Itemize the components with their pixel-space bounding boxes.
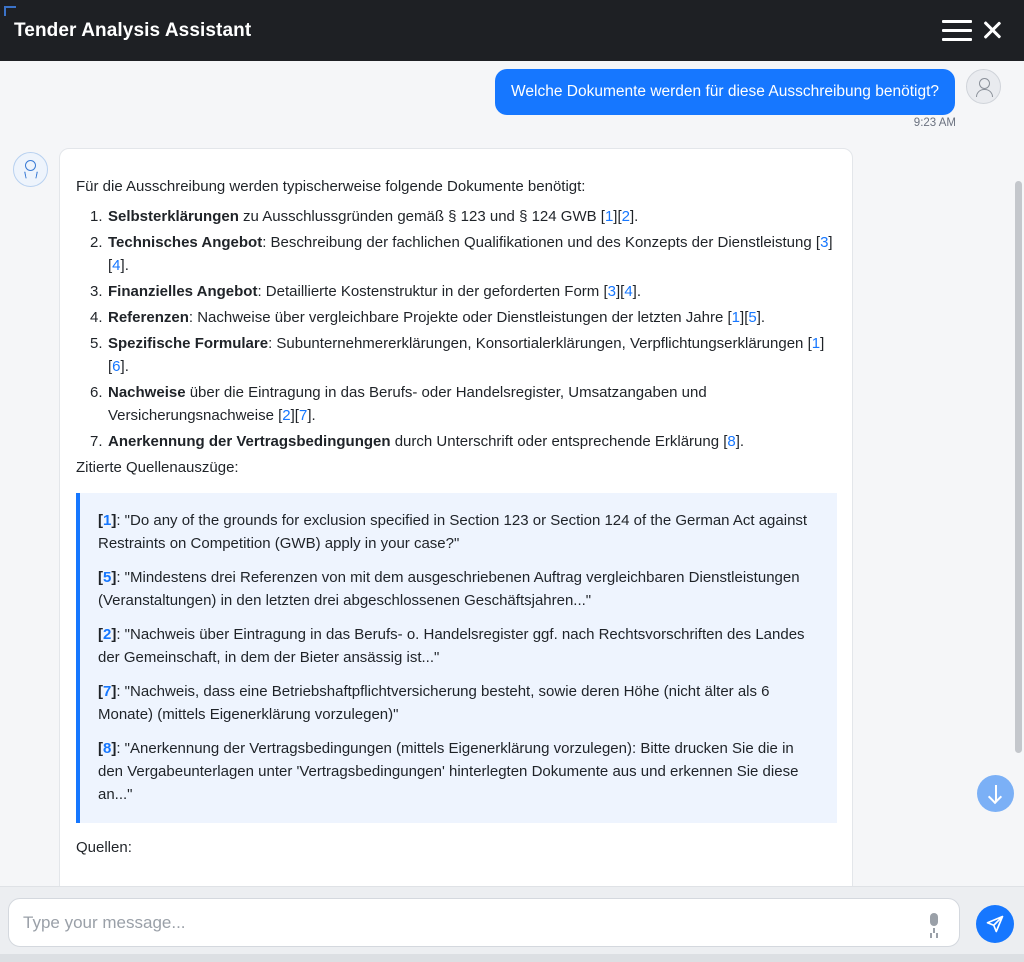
list-item-number: 3. <box>90 283 103 300</box>
list-item-text: : Subunternehmererklärungen, Konsortialerklärungen, Verpflichtungserklärungen <box>268 335 808 352</box>
list-item-title: Anerkennung der Vertragsbedingungen <box>108 433 391 450</box>
quote-text: : "Nachweis über Eintragung in das Berufs- o. Handelsregister ggf. nach Rechtsvorschriften des Landes der Gemeinschaft, in dem der Bieter ansässig ist..." <box>98 626 805 666</box>
citation-link[interactable]: 2 <box>621 208 630 225</box>
quote-text: : "Anerkennung der Vertragsbedingungen (mittels Eigenerklärung vorzulegen): Bitte drucken Sie die in den Vergabeunterlagen unter 'Vertragsbedingungen' hinterlegten Dokumente aus und erkennen Sie diese an..." <box>98 740 799 803</box>
assistant-intro: Für die Ausschreibung werden typischerweise folgende Dokumente benötigt: <box>76 178 586 195</box>
citation-link[interactable]: 6 <box>112 358 121 375</box>
list-item-number: 6. <box>90 384 103 401</box>
send-button[interactable] <box>976 905 1014 943</box>
message-input[interactable] <box>23 913 903 933</box>
assistant-message-card <box>59 148 853 886</box>
corner-mark <box>4 6 16 16</box>
citation-link[interactable]: 2 <box>103 626 112 643</box>
citation-link[interactable]: 7 <box>298 407 308 424</box>
list-item-end: . <box>636 283 641 300</box>
list-item-number: 1. <box>90 208 103 225</box>
list-item-number: 2. <box>90 234 103 251</box>
list-item-end: . <box>760 309 766 326</box>
quote-item <box>98 623 819 669</box>
cited-sources-label: Zitierte Quellenauszüge: <box>76 459 239 476</box>
message-input-box <box>8 898 960 947</box>
list-item-end: . <box>124 257 129 274</box>
citation-link[interactable]: 4 <box>624 283 633 300</box>
quote-citation: [1] <box>98 512 117 529</box>
arrow-down-icon[interactable] <box>977 775 1014 812</box>
list-item-text: durch Unterschrift oder entsprechende Erklärung <box>390 433 724 450</box>
citation-link[interactable]: 3 <box>607 283 616 300</box>
quote-citation: [5] <box>98 569 117 586</box>
citation-link[interactable]: 3 <box>820 234 829 251</box>
quote-item <box>98 680 819 726</box>
citation-link[interactable]: 4 <box>112 257 121 274</box>
document-list <box>76 205 836 453</box>
list-item-title: Referenzen <box>108 309 189 326</box>
list-item-number: 7. <box>90 433 103 450</box>
quote-citation: [2] <box>98 626 117 643</box>
user-message-bubble: Welche Dokumente werden für diese Ausschreibung benötigt? <box>495 69 955 115</box>
list-item-end: . <box>124 358 129 375</box>
list-item-text: über die Eintragung in das Berufs- oder Handelsregister, Umsatzangaben und Versicherungsnachweise <box>108 384 707 424</box>
list-item-end: . <box>311 407 316 424</box>
app-title: Tender Analysis Assistant <box>14 19 252 41</box>
citation-link[interactable]: 7 <box>103 683 112 700</box>
list-item: 3. Finanzielles Angebot: Detaillierte Kostenstruktur in der geforderten Form [3][4]. <box>76 280 836 303</box>
list-item-text: : Nachweise über vergleichbare Projekte oder Dienstleistungen der letzten Jahre <box>188 309 728 326</box>
quote-citation: [8] <box>98 740 117 757</box>
bot-avatar-icon <box>13 152 48 187</box>
citation-link[interactable]: 1 <box>604 208 614 225</box>
quote-item <box>98 566 819 612</box>
list-item-text: : Beschreibung der fachlichen Qualifikationen und des Konzepts der Dienstleistung <box>262 234 816 251</box>
list-item-title: Selbsterklärungen <box>108 208 239 225</box>
quote-item <box>98 509 819 555</box>
quote-text: : "Mindestens drei Referenzen von mit dem ausgeschriebenen Auftrag vergleichbaren Dienstleistungen (Veranstaltungen) in den letzten drei abgeschlossenen Geschäftsjahren..." <box>98 569 800 609</box>
list-item-text: zu Ausschlussgründen gemäß § 123 und § 124 GWB <box>238 208 601 225</box>
citation-link[interactable]: 2 <box>282 407 291 424</box>
list-item-title: Spezifische Formulare <box>108 335 269 352</box>
message-timestamp: 9:23 AM <box>913 117 956 129</box>
list-item: 7. Anerkennung der Vertragsbedingungen durch Unterschrift oder entsprechende Erklärung [8]. <box>76 430 836 453</box>
citation-link[interactable]: 5 <box>748 309 757 326</box>
list-item: 6. Nachweise über die Eintragung in das Berufs- oder Handelsregister, Umsatzangaben und Versicherungsnachweise [2][7]. <box>76 381 836 427</box>
list-item-title: Technisches Angebot <box>108 234 263 251</box>
quote-block <box>76 493 837 823</box>
microphone-icon[interactable] <box>927 913 941 935</box>
list-item-number: 4. <box>90 309 103 326</box>
list-item-end: . <box>634 208 639 225</box>
citation-link[interactable]: 1 <box>811 335 821 352</box>
quote-citation: [7] <box>98 683 117 700</box>
user-avatar-icon <box>966 69 1001 104</box>
list-item: 5. Spezifische Formulare: Subunternehmererklärungen, Konsortialerklärungen, Verpflichtungserklärungen [1][6]. <box>76 332 836 378</box>
input-bar <box>0 886 1024 962</box>
citation-link[interactable]: 1 <box>103 512 112 529</box>
bottom-strip <box>0 954 1024 962</box>
citation-link[interactable]: 8 <box>727 433 736 450</box>
chat-area[interactable] <box>0 61 1024 886</box>
quote-item <box>98 737 819 806</box>
citation-link[interactable]: 5 <box>103 569 112 586</box>
list-item-title: Finanzielles Angebot <box>108 283 258 300</box>
list-item: 4. Referenzen: Nachweise über vergleichbare Projekte oder Dienstleistungen der letzten Jahre [1][5]. <box>76 306 836 329</box>
app-header <box>0 0 1024 61</box>
hamburger-menu-icon[interactable] <box>942 20 972 41</box>
citation-link[interactable]: 8 <box>103 740 112 757</box>
sources-label: Quellen: <box>76 839 132 856</box>
list-item: 2. Technisches Angebot: Beschreibung der fachlichen Qualifikationen und des Konzepts der Dienstleistung [3][4]. <box>76 231 836 277</box>
list-item-text: : Detaillierte Kostenstruktur in der geforderten Form <box>257 283 604 300</box>
list-item: 1. Selbsterklärungen zu Ausschlussgründen gemäß § 123 und § 124 GWB [1][2]. <box>76 205 836 228</box>
close-icon[interactable] <box>982 20 1002 40</box>
list-item-title: Nachweise <box>108 384 186 401</box>
quote-text: : "Nachweis, dass eine Betriebshaftpflichtversicherung besteht, sowie deren Höhe (nicht älter als 6 Monate) (mittels Eigenerklärung vorzulegen)" <box>98 683 770 723</box>
quote-text: : "Do any of the grounds for exclusion specified in Section 123 or Section 124 of the German Act against Restraints on Competition (GWB) apply in your case?" <box>98 512 808 552</box>
scrollbar[interactable] <box>1015 181 1022 753</box>
list-item-number: 5. <box>90 335 103 352</box>
citation-link[interactable]: 1 <box>731 309 741 326</box>
list-item-end: . <box>739 433 745 450</box>
send-icon <box>985 914 1005 934</box>
